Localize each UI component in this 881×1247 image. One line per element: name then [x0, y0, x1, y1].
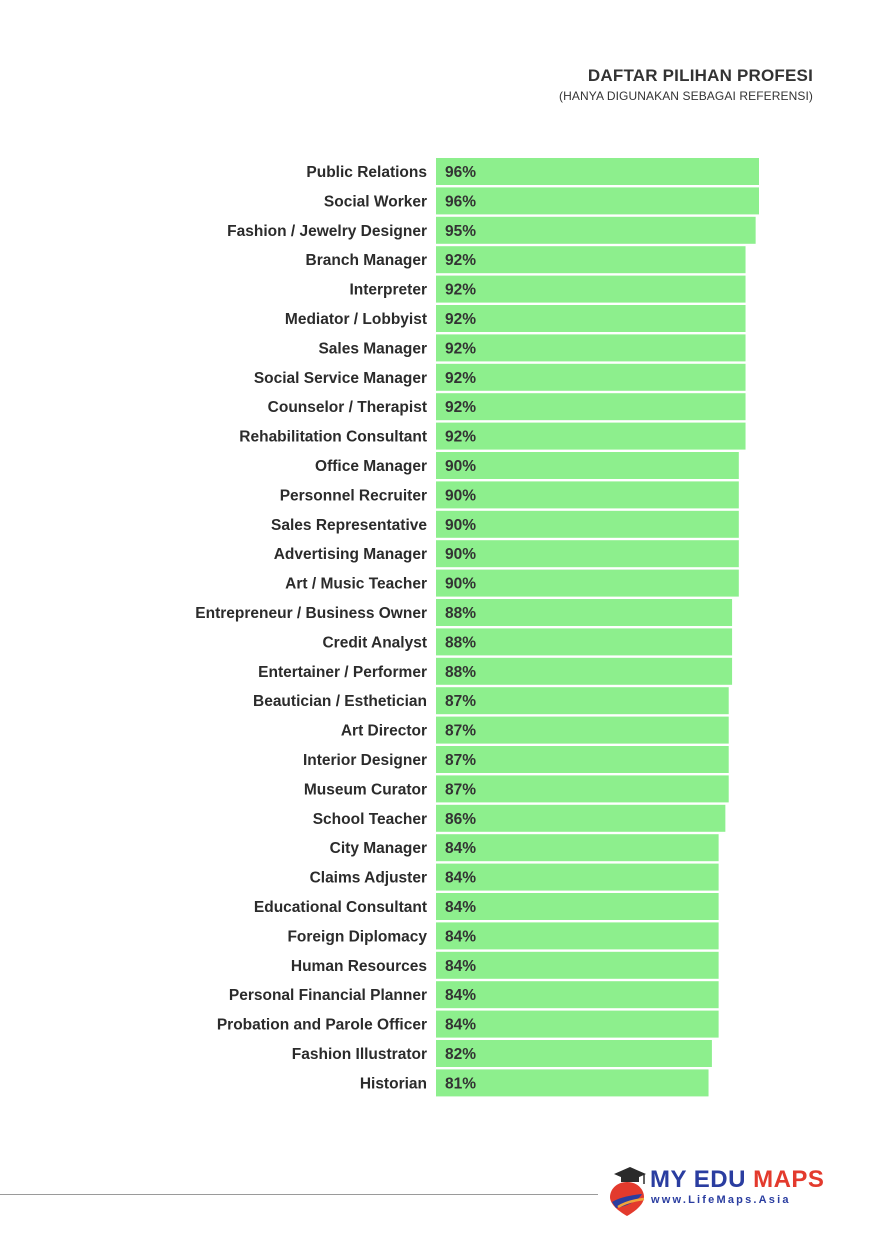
category-label: Human Resources — [290, 957, 427, 975]
category-label: Social Worker — [323, 193, 427, 211]
value-label: 87% — [445, 752, 477, 769]
value-label: 92% — [445, 399, 477, 417]
footer-divider — [0, 1194, 598, 1195]
value-label: 92% — [445, 428, 477, 446]
category-label: Personnel Recruiter — [279, 487, 427, 505]
category-label: Museum Curator — [303, 781, 427, 799]
bar — [436, 334, 746, 361]
category-label: Interior Designer — [302, 752, 427, 769]
value-label: 84% — [445, 928, 477, 946]
bar — [436, 864, 719, 891]
bar — [436, 922, 719, 949]
value-label: 92% — [445, 369, 477, 387]
brand-name — [650, 1166, 824, 1194]
value-label: 90% — [445, 458, 477, 475]
category-label: Probation and Parole Officer — [216, 1016, 427, 1034]
category-label: Fashion / Jewelry Designer — [227, 222, 427, 240]
value-label: 88% — [445, 663, 477, 681]
value-label: 81% — [445, 1075, 477, 1093]
category-label: Claims Adjuster — [309, 869, 427, 887]
category-label: Sales Representative — [271, 516, 427, 534]
value-label: 86% — [445, 810, 477, 828]
category-label: Public Relations — [306, 164, 427, 181]
value-label: 84% — [445, 899, 477, 916]
bar — [436, 217, 756, 244]
value-label: 90% — [445, 575, 477, 593]
brand-name-part2: MAPS — [753, 1166, 825, 1193]
value-label: 92% — [445, 252, 477, 270]
value-label: 95% — [445, 222, 477, 240]
category-label: Educational Consultant — [253, 899, 427, 916]
value-label: 87% — [445, 781, 477, 799]
bar — [436, 393, 746, 420]
value-label: 84% — [445, 840, 477, 858]
category-label: Entertainer / Performer — [258, 663, 427, 681]
value-label: 90% — [445, 546, 477, 564]
category-label: Historian — [359, 1075, 427, 1093]
bar — [436, 540, 739, 567]
category-label: Credit Analyst — [322, 634, 427, 652]
value-label: 92% — [445, 281, 477, 299]
category-label: Beautician / Esthetician — [253, 693, 427, 711]
value-label: 84% — [445, 987, 477, 1005]
bar — [436, 981, 719, 1008]
bar — [436, 481, 739, 508]
category-label: Advertising Manager — [273, 546, 427, 564]
value-label: 96% — [445, 164, 477, 181]
value-label: 88% — [445, 605, 477, 622]
value-label: 82% — [445, 1046, 477, 1063]
value-label: 87% — [445, 693, 477, 711]
category-label: Mediator / Lobbyist — [284, 311, 427, 328]
value-label: 84% — [445, 1016, 477, 1034]
category-label: Counselor / Therapist — [267, 399, 427, 417]
category-label: Art / Music Teacher — [285, 575, 427, 593]
bar — [436, 511, 739, 538]
value-label: 92% — [445, 340, 477, 358]
bar — [436, 805, 725, 832]
bar — [436, 187, 759, 214]
category-label: Sales Manager — [318, 340, 427, 358]
bar — [436, 364, 746, 391]
bar — [436, 1011, 719, 1038]
bar — [436, 834, 719, 861]
bar — [436, 276, 746, 303]
value-label: 87% — [445, 722, 477, 740]
value-label: 84% — [445, 957, 477, 975]
category-label: Rehabilitation Consultant — [239, 428, 427, 446]
category-label: Personal Financial Planner — [228, 987, 427, 1005]
chart-subtitle: (HANYA DIGUNAKAN SEBAGAI REFERENSI) — [559, 89, 813, 103]
bar — [436, 158, 759, 185]
category-label: Fashion Illustrator — [291, 1046, 427, 1063]
value-label: 90% — [445, 516, 477, 534]
category-label: City Manager — [329, 840, 427, 858]
category-label: Branch Manager — [305, 252, 427, 270]
category-label: Entrepreneur / Business Owner — [195, 605, 427, 622]
bar — [436, 1069, 709, 1096]
brand-logo — [606, 1164, 846, 1220]
bar — [436, 305, 746, 332]
category-label: Art Director — [340, 722, 427, 740]
bar — [436, 423, 746, 450]
category-label: Foreign Diplomacy — [287, 928, 427, 946]
bar — [436, 628, 732, 655]
bar — [436, 452, 739, 479]
category-label: Social Service Manager — [253, 369, 427, 387]
category-label: Interpreter — [349, 281, 427, 299]
bar — [436, 1040, 712, 1067]
bar — [436, 599, 732, 626]
category-label: School Teacher — [312, 810, 427, 828]
website-text: www.LifeMaps.Asia — [651, 1194, 791, 1206]
category-label: Office Manager — [315, 458, 427, 475]
bar — [436, 775, 729, 802]
bar — [436, 658, 732, 685]
chart-title: DAFTAR PILIHAN PROFESI — [587, 66, 813, 85]
bar — [436, 687, 729, 714]
value-label: 92% — [445, 311, 477, 328]
brand-name-part1: MY EDU — [650, 1166, 754, 1193]
value-label: 96% — [445, 193, 477, 211]
value-label: 90% — [445, 487, 477, 505]
graduation-cap-pin-icon — [606, 1164, 650, 1216]
bar — [436, 746, 729, 773]
bar — [436, 246, 746, 273]
value-label: 84% — [445, 869, 477, 887]
value-label: 88% — [445, 634, 477, 652]
bar — [436, 717, 729, 744]
bar — [436, 893, 719, 920]
bar — [436, 952, 719, 979]
bar — [436, 570, 739, 597]
